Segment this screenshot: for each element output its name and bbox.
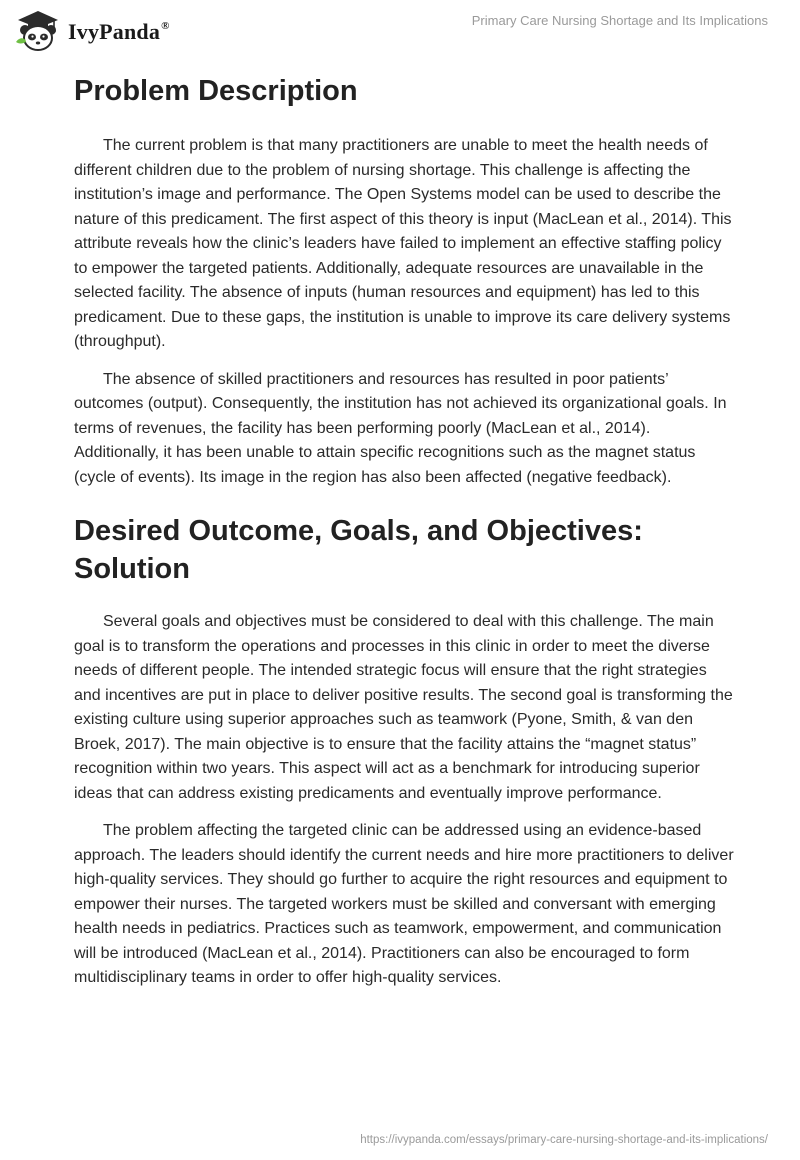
panda-graduate-icon bbox=[14, 8, 62, 52]
paragraph: The problem affecting the targeted clinic can be addressed using an evidence-based approach. The leaders should identify the current needs and hire more practitioners to deliver high-quality services. They should go further to acquire the right resources and equipment to empower their nurses. The targeted workers must be skilled and conversant with emerging health needs in pediatrics. Practices such as teamwork, empowerment, and communication will be introduced (MacLean et al., 2014). Practitioners can also be encouraged to form multidisciplinary teams in order to offer high-quality services. bbox=[74, 822, 734, 986]
section-heading-desired-outcome: Desired Outcome, Goals, and Objectives: Solution bbox=[74, 515, 643, 585]
source-url[interactable]: https://ivypanda.com/essays/primary-care-nursing-shortage-and-its-implications/ bbox=[360, 1134, 768, 1146]
paragraph: The current problem is that many practitioners are unable to meet the health needs of different children due to the problem of nursing shortage. This challenge is affecting the institution’s image and performance. The Open Systems model can be used to describe the nature of this predicament. The first aspect of this theory is input (MacLean et al., 2014). This attribute reveals how the clinic’s leaders have failed to implement an effective staffing policy to empower the targeted patients. Additionally, adequate resources are unavailable in the selected facility. The absence of inputs (human resources and equipment) has led to this predicament. Due to these gaps, the institution is unable to improve its care delivery systems (throughput). bbox=[74, 137, 732, 350]
ivypanda-logo[interactable] bbox=[14, 8, 170, 52]
section-heading-problem-description: Problem Description bbox=[74, 75, 358, 107]
article-body bbox=[74, 70, 734, 1004]
page-header bbox=[0, 0, 800, 60]
paragraph: The absence of skilled practitioners and resources has resulted in poor patients’ outcomes (output). Consequently, the institution has not achieved its organizational goals. In terms of revenues, the facility has been performing poorly (MacLean et al., 2014). Additionally, it has been unable to attain specific recognitions such as the magnet status (cycle of events). Its image in the region has also been affected (negative feedback). bbox=[74, 370, 727, 486]
paragraph: Several goals and objectives must be considered to deal with this challenge. The main goal is to transform the operations and processes in this clinic in order to meet the diverse needs of different people. The intended strategic focus will ensure that the right strategies and incentives are put in place to deliver positive results. The second goal is transforming the existing culture using superior approaches such as teamwork (Pyone, Smith, & van den Broek, 2017). The main objective is to ensure that the facility attains the “magnet status” recognition within two years. This aspect will act as a benchmark for introducing superior ideas that can address existing predicaments and eventually improve performance. bbox=[74, 613, 733, 802]
brand-name: IvyPanda® bbox=[68, 19, 170, 44]
document-title: Primary Care Nursing Shortage and Its Implications bbox=[471, 13, 768, 28]
